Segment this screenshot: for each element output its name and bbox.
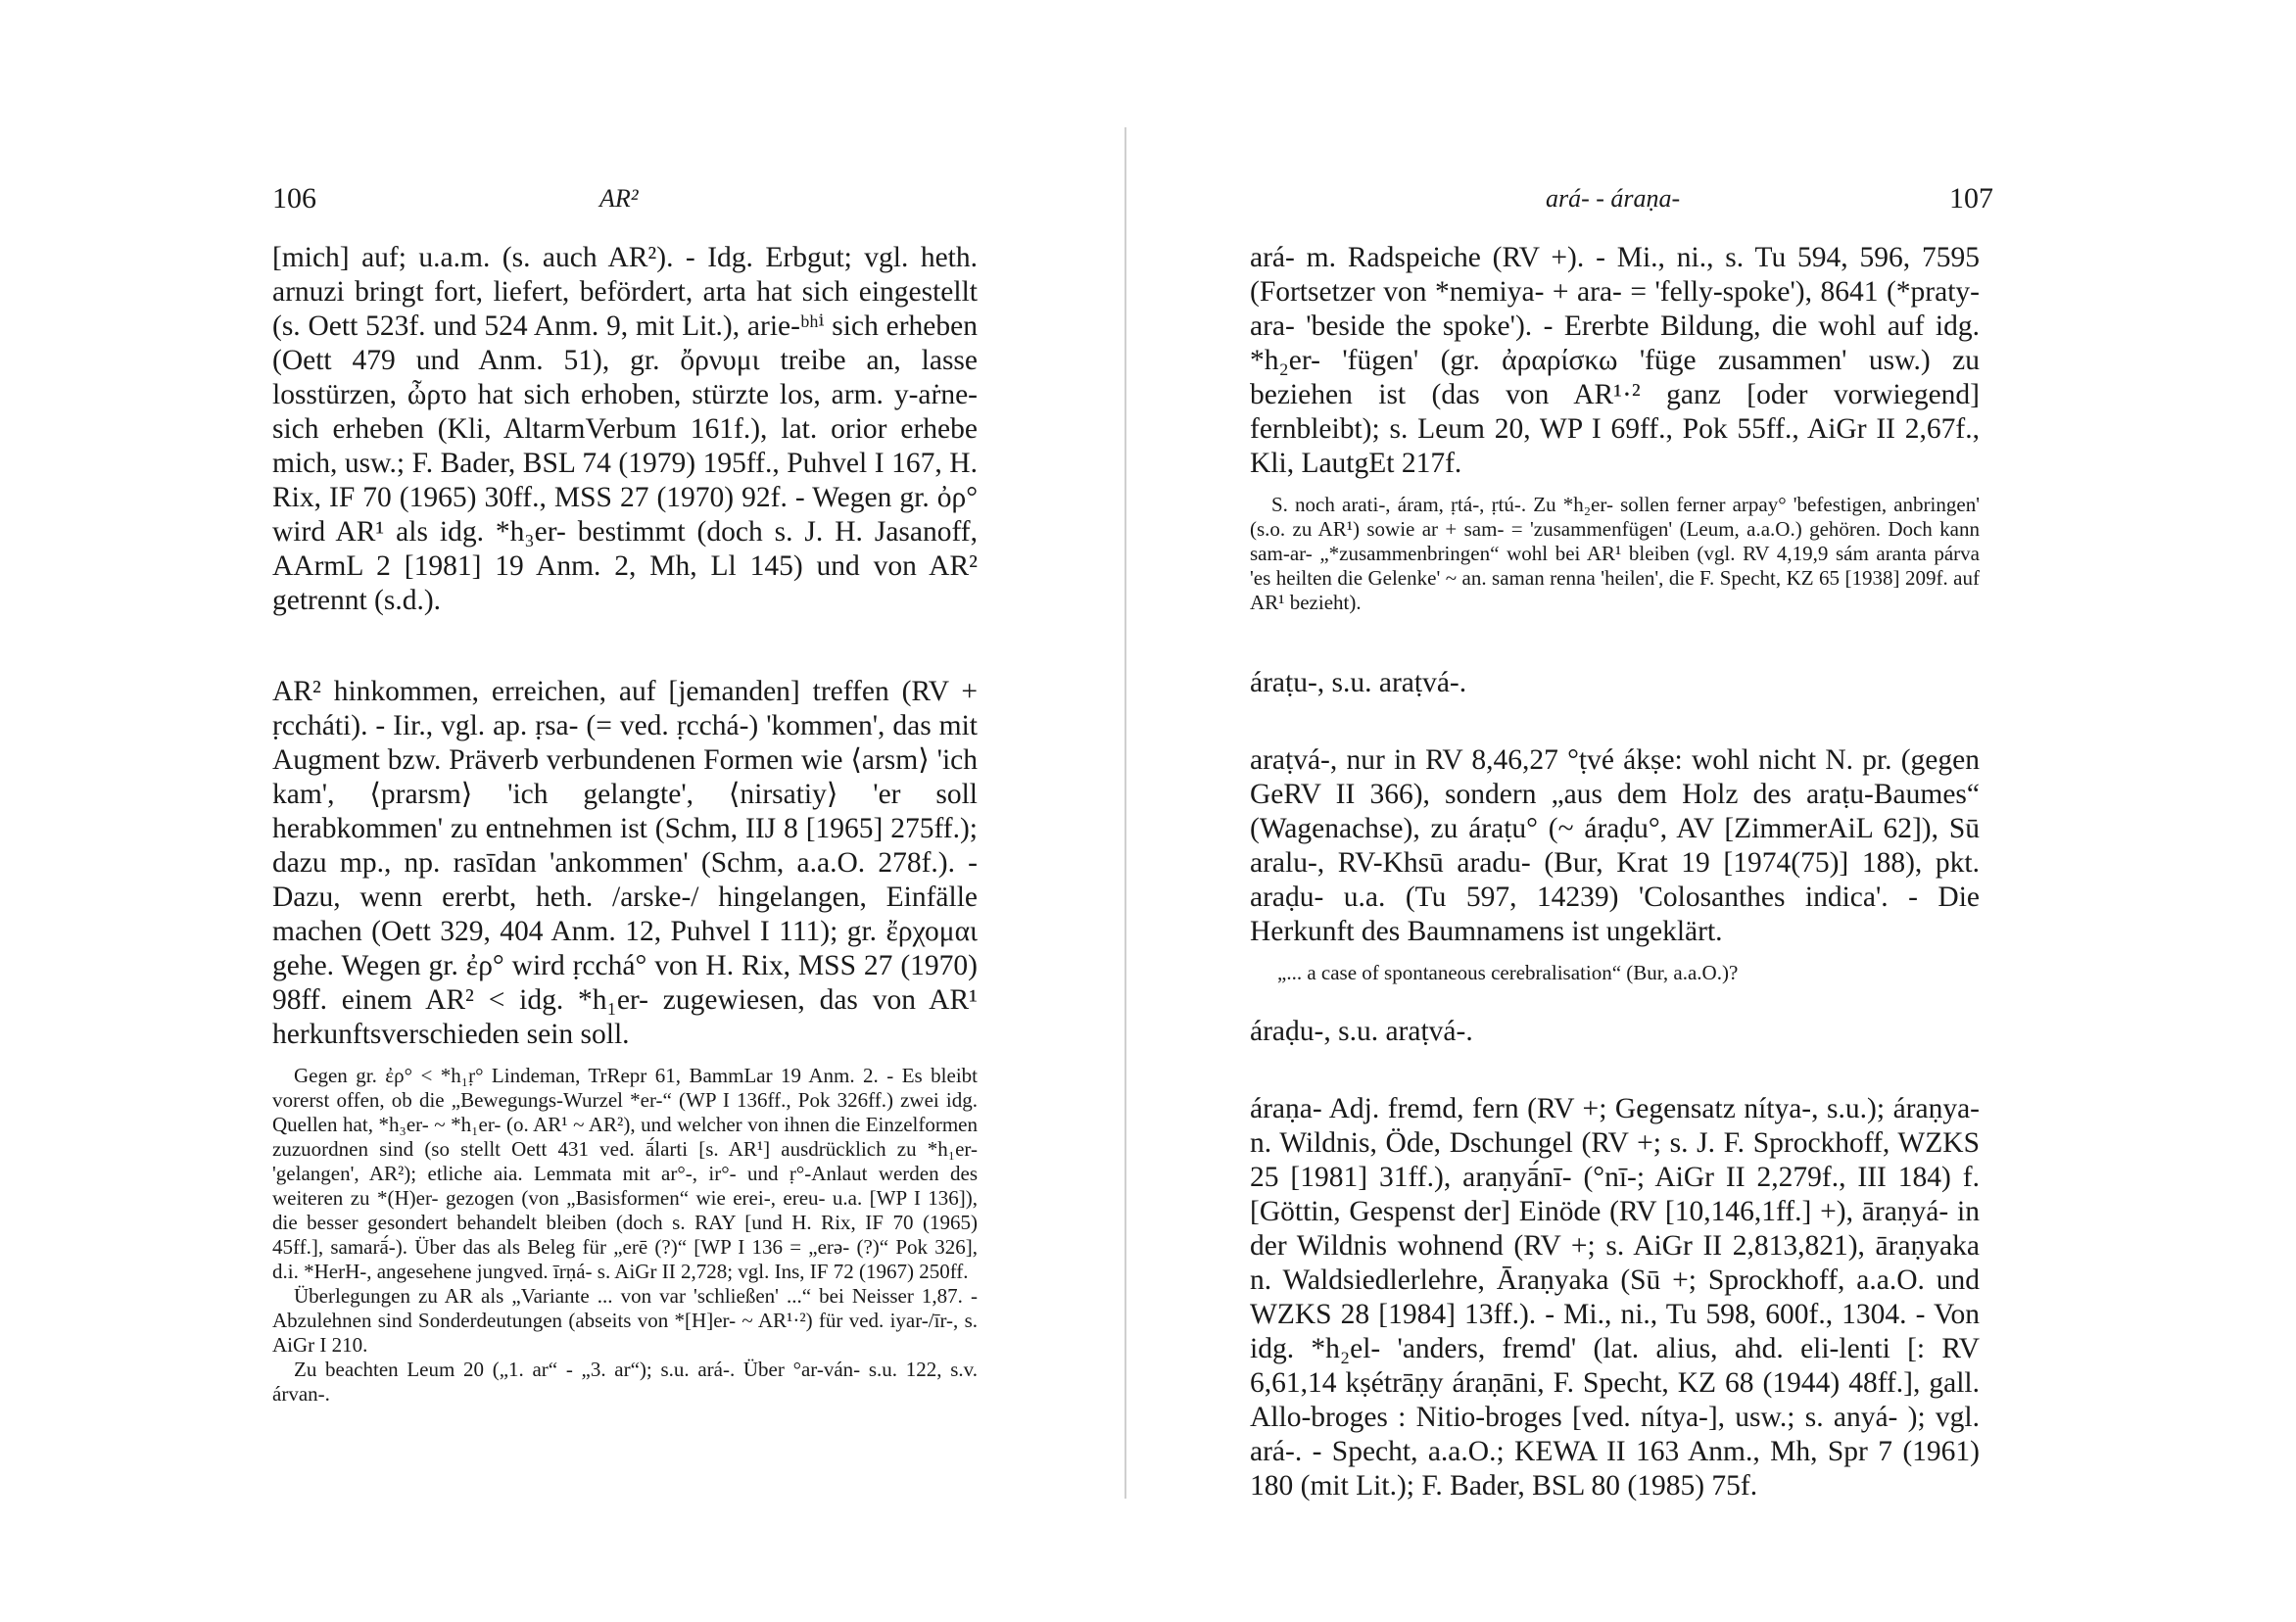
page-number-left: 106 — [272, 182, 316, 215]
note-paragraph-3: Zu beachten Leum 20 („1. ar“ - „3. ar“); s.u. ará-. Über °ar-ván- s.u. 122, s.v. árvan-. — [272, 1358, 978, 1406]
running-head-right: ará- - áraṇa- — [1546, 184, 1681, 213]
continuation-paragraph: [mich] auf; u.a.m. (s. auch AR²). - Idg. Erbgut; vgl. heth. arnuzi bringt fort, liefert, befördert, arta hat sich eingestellt (s. Oett 523f. und 524 Anm. 9, mit Lit.), arie-ᵇʰⁱ sich erheben (Oett 479 und Anm. 51), gr. ὄρνυμι treibe an, lasse losstürzen, ὦρτο hat sich erhoben, stürzte los, arm. y-aṙne- sich erheben (Kli, AltarmVerbum 161f.), lat. orior erhebe mich, usw.; F. Bader, BSL 74 (1979) 195ff., Puhvel I 167, H. Rix, IF 70 (1965) 30ff., MSS 27 (1970) 92f. - Wegen gr. ὀρ° wird AR¹ als idg. *h₃er- bestimmt (doch s. J. H. Jasanoff, AArmL 2 [1981] 19 Anm. 2, Mh, Ll 145) und von AR² getrennt (s.d.). — [272, 242, 978, 616]
note-block-ar2 — [272, 1064, 978, 1407]
entry-aratva: araṭvá-, nur in RV 8,46,27 °ṭvé ákṣe: wohl nicht N. pr. (gegen GeRV II 366), sondern „aus dem Holz des araṭu-Baumes“ (Wagenachse), zu áraṭu° (~ áraḍu°, AV [ZimmerAiL 62]), Sū aralu-, RV-Khsū aradu- (Bur, Krat 19 [1974(75)] 188), pkt. araḍu- u.a. (Tu 597, 14239) 'Colosanthes indica'. - Die Herkunft des Baumnamens ist ungeklärt. — [1250, 744, 1980, 947]
right-page — [1146, 0, 2296, 1622]
note-aratva: „... a case of spontaneous cerebralisation“ (Bur, a.a.O.)? — [1277, 961, 1739, 984]
note-paragraph-1: Gegen gr. ἐρ° < *h₁ṛ° Lindeman, TrRepr 61, BammLar 19 Anm. 2. - Es bleibt vorerst offen, ob die „Bewegungs-Wurzel *er-“ (WP I 136ff., Pok 326ff.) zwei idg. Quellen hat, *h₃er- ~ *h₁er- (o. AR¹ ~ AR²), und welcher von ihnen die Einzelformen zuzuordnen sind (so stellt Oett 431 ved. ā́larti [s. AR¹] ausdrücklich zu *h₁er- 'gelangen', AR²); etliche aia. Lemmata mit ar°-, ir°- und ṛ°-Anlaut werden des weiteren zu *(H)er- gezogen (von „Basisformen“ wie erei-, ereu- u.a. [WP I 136]), die besser gesondert behandelt bleiben (doch s. RAY [und H. Rix, IF 70 (1965) 45ff.], samarā́-). Über das als Beleg für „erē (?)“ [WP I 136 = „erə- (?)“ Pok 326], d.i. *HerH-, angesehene jungved. īrṇá- s. AiGr II 2,728; vgl. Ins, IF 72 (1967) 250ff. — [272, 1064, 978, 1283]
right-column — [1250, 241, 1980, 1507]
note-ara — [1250, 493, 1980, 615]
entry-aradu: áraḍu-, s.u. araṭvá-. — [1250, 1016, 1473, 1047]
entry-arana: áraṇa- Adj. fremd, fern (RV +; Gegensatz nítya-, s.u.); áraṇya- n. Wildnis, Öde, Dschungel (RV +; s. J. F. Sprockhoff, WZKS 25 [1981] 31ff.), araṇyā́nī- (°nī-; AiGr II 2,279f., III 184) f. [Göttin, Gespenst der] Einöde (RV [10,146,1ff.] +), āraṇyá- in der Wildnis wohnend (RV +; s. AiGr II 2,813,821), āraṇyaka n. Waldsiedlerlehre, Āraṇyaka (Sū +; Sprockhoff, a.a.O. und WZKS 28 [1984] 13ff.). - Mi., ni., Tu 598, 600f., 1304. - Von idg. *h₂el- 'anders, fremd' (lat. alius, ahd. eli-lenti [: RV 6,61,14 kṣétrāṇy áraṇāni, F. Specht, KZ 68 (1944) 48ff.], gall. Allo-broges : Nitio-broges [ved. nítya-], usw.; s. anyá- ); vgl. ará-. - Specht, a.a.O.; KEWA II 163 Anm., Mh, Spr 7 (1961) 180 (mit Lit.); F. Bader, BSL 80 (1985) 75f. — [1250, 1093, 1980, 1502]
left-column — [272, 241, 978, 1418]
note-paragraph-2: Überlegungen zu AR als „Variante ... von var 'schließen' ...“ bei Neisser 1,87. - Abzulehnen sind Sonderdeutungen (abseits von *[H]er- ~ AR¹·²) für ved. iyar-/īr-, s. AiGr I 210. — [272, 1284, 978, 1357]
entry-ar2: AR² hinkommen, erreichen, auf [jemanden] treffen (RV + ṛccháti). - Iir., vgl. ap. ṛsa- (= ved. ṛcchá-) 'kommen', das mit Augment bzw. Präverb verbundenen Formen wie ⟨arsm⟩ 'ich kam', ⟨prarsm⟩ 'ich gelangte', ⟨nirsatiy⟩ 'er soll herabkommen' zu entnehmen ist (Schm, IIJ 8 [1965] 275ff.); dazu mp., np. rasīdan 'ankommen' (Schm, a.a.O. 278f.). - Dazu, wenn ererbt, heth. /arske-/ hingelangen, Einfälle machen (Oett 329, 404 Anm. 12, Puhvel I 111); gr. ἔρχομαι gehe. Wegen gr. ἐρ° wird ṛcchá° von H. Rix, MSS 27 (1970) 98ff. einem AR² < idg. *h₁er- zugewiesen, das von AR¹ herkunftsverschieden sein soll. — [272, 676, 978, 1050]
entry-aratu: áraṭu-, s.u. araṭvá-. — [1250, 667, 1467, 698]
page-number-right: 107 — [1949, 182, 1993, 215]
entry-ara: ará- m. Radspeiche (RV +). - Mi., ni., s. Tu 594, 596, 7595 (Fortsetzer von *nemiya- + ara- = 'felly-spoke'), 8641 (*praty-ara- 'beside the spoke'). - Ererbte Bildung, die wohl auf idg. *h₂er- 'fügen' (gr. ἀραρίσκω 'füge zusammen' usw.) zu beziehen ist (das von AR¹·² ganz [oder vorwiegend] fernbleibt); s. Leum 20, WP I 69ff., Pok 55ff., AiGr II 2,67f., Kli, LautgEt 217f. — [1250, 242, 1980, 479]
left-page — [0, 0, 1126, 1622]
running-head-left: AR² — [599, 184, 639, 213]
page-gutter — [1124, 127, 1126, 1499]
note-ara-text: S. noch arati-, áram, ṛtá-, ṛtú-. Zu *h₂er- sollen ferner arpay° 'befestigen, anbringen' (s.o. zu AR¹) sowie ar + sam- = 'zusammenfügen' (Leum, a.a.O.) gehören. Doch kann sam-ar- „*zusammenbringen“ wohl bei AR¹ bleiben (vgl. RV 4,19,9 sám aranta párva 'es heilten die Gelenke' ~ an. saman renna 'heilen', die F. Specht, KZ 65 [1938] 209f. auf AR¹ bezieht). — [1250, 493, 1980, 614]
